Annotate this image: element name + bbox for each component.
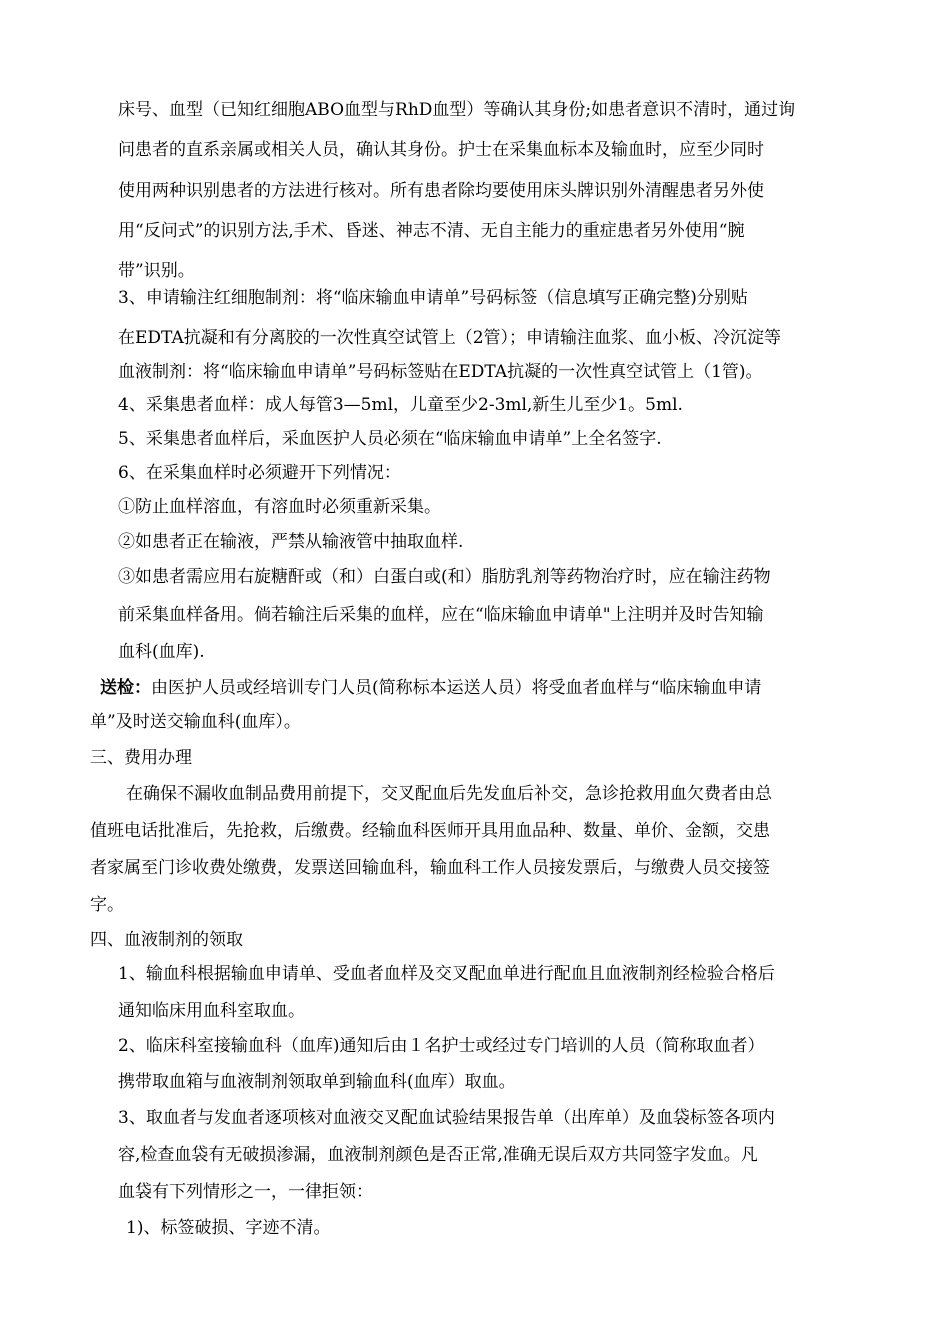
text-segment: 由医护人员或经培训专门人员(简称标本运送人员）将受血者血样与“临床输血申请 (151, 678, 762, 698)
text-line: 带”识别。 (118, 261, 195, 281)
text-line: 通知临床用血科室取血。 (118, 1001, 305, 1021)
text-line: 血科(血库). (118, 642, 205, 662)
text-line: 值班电话批准后，先抢救，后缴费。经输血科医师开具用血品种、数量、单价、金额，交患 (90, 821, 770, 841)
text-line: 5、采集患者血样后，采血医护人员必须在“临床输血申请单”上全名签字. (118, 429, 662, 449)
text-line: ②如患者正在输液，严禁从输液管中抽取血样. (118, 532, 464, 552)
text-line: 3、申请输注红细胞制剂：将“临床输血申请单”号码标签（信息填写正确完整)分别贴 (118, 288, 748, 308)
text-line: 字。 (90, 895, 124, 915)
text-line: 1)、标签破损、字迹不清。 (126, 1218, 331, 1238)
text-line: 容,检查血袋有无破损渗漏，血液制剂颜色是否正常,准确无误后双方共同签字发血。凡 (118, 1145, 758, 1165)
text-line: 血袋有下列情形之一，一律拒领： (118, 1182, 373, 1202)
text-line: 2、临床科室接输血科（血库)通知后由１名护士或经过专门培训的人员（简称取血者） (118, 1036, 765, 1056)
text-line: ③如患者需应用右旋糖酐或（和）白蛋白或(和）脂肪乳剂等药物治疗时，应在输注药物 (118, 567, 771, 587)
text-line: 在EDTA抗凝和有分离胶的一次性真空试管上（2管）；申请输注血浆、血小板、冷沉淀等 (118, 328, 782, 348)
text-line: 在确保不漏收血制品费用前提下，交叉配血后先发血后补交，急诊抢救用血欠费者由总 (126, 784, 772, 804)
text-line: 1、输血科根据输血申请单、受血者血样及交叉配血单进行配血且血液制剂经检验合格后 (118, 964, 775, 984)
text-line: 4、采集患者血样：成人每管3—5ml，儿童至少2-3ml,新生儿至少1。5ml. (118, 395, 683, 415)
text-line: ①防止血样溶血，有溶血时必须重新采集。 (118, 497, 441, 517)
text-line: 床号、血型（已知红细胞ABO血型与RhD血型）等确认其身份;如患者意识不清时，通过询 (118, 100, 796, 120)
text-line: 单”及时送交输血科(血库）。 (90, 712, 301, 732)
text-line: 血液制剂：将“临床输血申请单”号码标签贴在EDTA抗凝的一次性真空试管上（1管)。 (118, 362, 763, 382)
text-line: 问患者的直系亲属或相关人员，确认其身份。护士在采集血标本及输血时，应至少同时 (118, 140, 764, 160)
text-line: 携带取血箱与血液制剂领取单到输血科(血库）取血。 (118, 1072, 516, 1092)
text-line: 使用两种识别患者的方法进行核对。所有患者除均要使用床头牌识别外清醒患者另外使 (118, 181, 764, 201)
section-heading: 四、血液制剂的领取 (90, 930, 243, 950)
label-songjian: 送检： (100, 678, 151, 698)
text-line: 3、取血者与发血者逐项核对血液交叉配血试验结果报告单（出库单）及血袋标签各项内 (118, 1108, 775, 1128)
text-line: 前采集血样备用。倘若输注后采集的血样，应在“临床输血申请单"上注明并及时告知输 (118, 605, 764, 625)
section-heading: 三、费用办理 (90, 748, 192, 768)
text-line: 者家属至门诊收费处缴费，发票送回输血科，输血科工作人员接发票后，与缴费人员交接签 (90, 858, 770, 878)
text-line: 6、在采集血样时必须避开下列情况： (118, 463, 401, 483)
text-line (100, 678, 761, 698)
text-line: 用“反问式”的识别方法,手术、昏迷、神志不清、无自主能力的重症患者另外使用“腕 (118, 221, 745, 241)
